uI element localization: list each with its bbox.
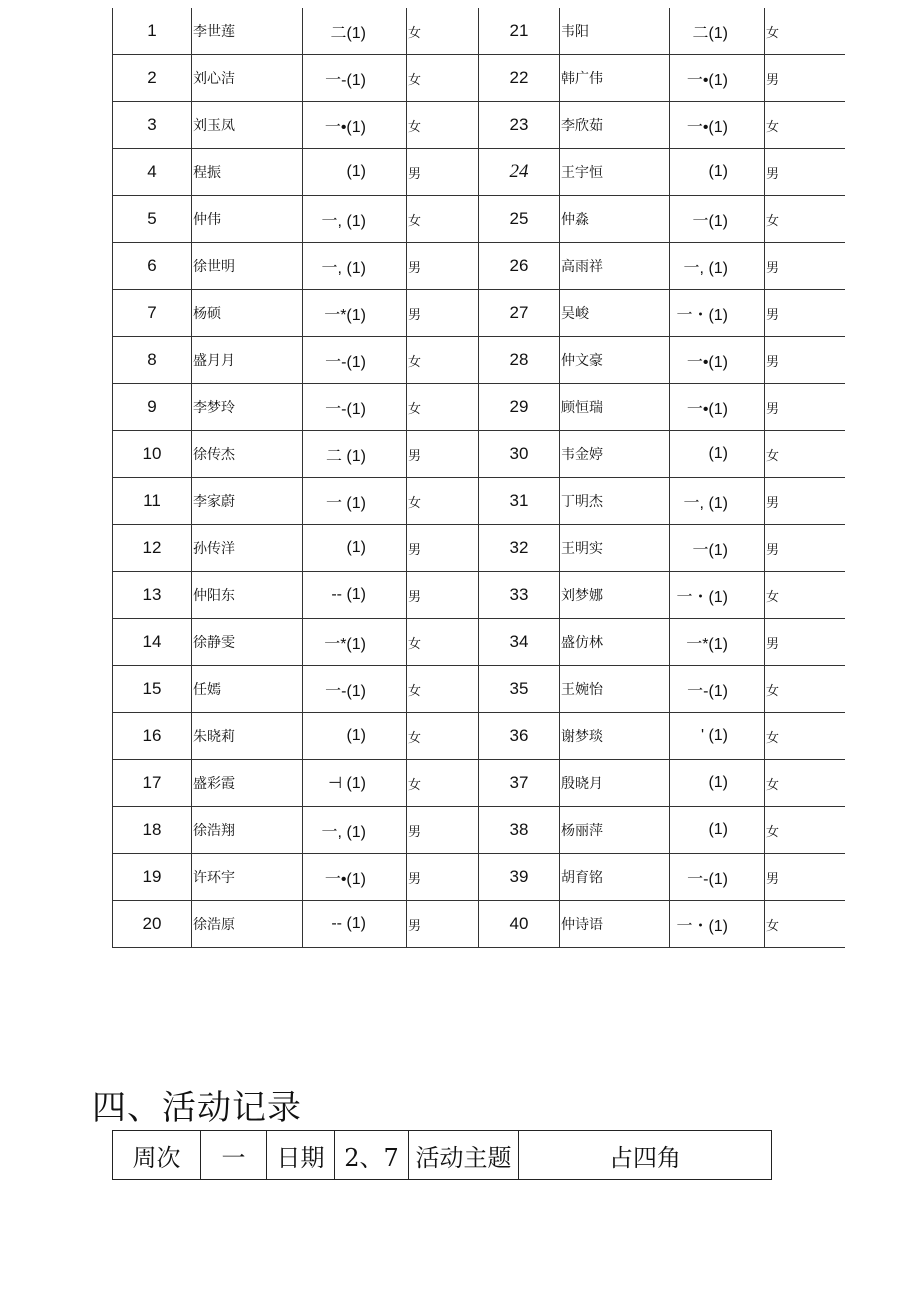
student-class: 二(1) — [670, 8, 765, 55]
student-name: 李世莲 — [192, 8, 303, 55]
student-name: 韦金婷 — [560, 431, 670, 478]
student-name: 韩广伟 — [560, 55, 670, 102]
student-number: 4 — [113, 149, 192, 196]
student-number: 24 — [479, 149, 560, 196]
roster-row — [113, 478, 845, 525]
student-class: 一•(1) — [303, 854, 407, 901]
student-gender: 女 — [407, 8, 479, 55]
student-class: 一-(1) — [303, 666, 407, 713]
student-gender: 女 — [765, 901, 845, 948]
activity-record-row — [113, 1131, 772, 1180]
student-number: 26 — [479, 243, 560, 290]
student-name: 徐传杰 — [192, 431, 303, 478]
student-class: 一, (1) — [303, 807, 407, 854]
student-name: 盛彩霞 — [192, 760, 303, 807]
student-gender: 男 — [407, 243, 479, 290]
student-number: 32 — [479, 525, 560, 572]
student-name: 谢梦琰 — [560, 713, 670, 760]
student-class: -- (1) — [303, 901, 407, 948]
student-gender: 男 — [765, 619, 845, 666]
roster-row — [113, 525, 845, 572]
student-gender: 男 — [407, 149, 479, 196]
student-number: 17 — [113, 760, 192, 807]
student-number: 27 — [479, 290, 560, 337]
student-number: 20 — [113, 901, 192, 948]
student-number: 28 — [479, 337, 560, 384]
student-number: 11 — [113, 478, 192, 525]
student-class: 一(1) — [670, 525, 765, 572]
student-name: 刘梦娜 — [560, 572, 670, 619]
student-class: (1) — [670, 149, 765, 196]
student-number: 10 — [113, 431, 192, 478]
student-number: 6 — [113, 243, 192, 290]
student-number: 1 — [113, 8, 192, 55]
student-class: 一, (1) — [670, 478, 765, 525]
student-number: 25 — [479, 196, 560, 243]
roster-row — [113, 760, 845, 807]
student-gender: 女 — [765, 713, 845, 760]
student-class: ' (1) — [670, 713, 765, 760]
student-number: 29 — [479, 384, 560, 431]
student-gender: 女 — [407, 713, 479, 760]
theme-label: 活动主题 — [409, 1131, 519, 1180]
student-class: 二 (1) — [303, 431, 407, 478]
student-gender: 女 — [765, 666, 845, 713]
student-gender: 女 — [765, 102, 845, 149]
student-number: 22 — [479, 55, 560, 102]
student-class: (1) — [303, 713, 407, 760]
student-number: 3 — [113, 102, 192, 149]
week-value: 一 — [201, 1131, 267, 1180]
student-name: 杨丽萍 — [560, 807, 670, 854]
roster-row — [113, 290, 845, 337]
student-roster-table — [112, 8, 845, 948]
student-name: 徐浩翔 — [192, 807, 303, 854]
student-class: 一*(1) — [303, 619, 407, 666]
student-number: 15 — [113, 666, 192, 713]
student-name: 徐浩原 — [192, 901, 303, 948]
student-number: 8 — [113, 337, 192, 384]
student-gender: 女 — [407, 478, 479, 525]
student-gender: 女 — [407, 619, 479, 666]
student-gender: 男 — [407, 290, 479, 337]
student-name: 徐静雯 — [192, 619, 303, 666]
roster-row — [113, 807, 845, 854]
roster-row — [113, 55, 845, 102]
student-gender: 男 — [765, 854, 845, 901]
student-number: 2 — [113, 55, 192, 102]
roster-row — [113, 102, 845, 149]
student-class: 一, (1) — [670, 243, 765, 290]
student-number: 35 — [479, 666, 560, 713]
roster-row — [113, 384, 845, 431]
student-number: 23 — [479, 102, 560, 149]
student-gender: 男 — [765, 384, 845, 431]
student-class: (1) — [670, 760, 765, 807]
student-name: 殷晓月 — [560, 760, 670, 807]
student-gender: 男 — [407, 431, 479, 478]
roster-row — [113, 337, 845, 384]
student-gender: 女 — [765, 431, 845, 478]
student-class: 一・(1) — [670, 572, 765, 619]
student-class: 二(1) — [303, 8, 407, 55]
student-gender: 女 — [765, 807, 845, 854]
student-name: 盛月月 — [192, 337, 303, 384]
roster-row — [113, 8, 845, 55]
student-number: 38 — [479, 807, 560, 854]
student-number: 9 — [113, 384, 192, 431]
date-label: 日期 — [267, 1131, 335, 1180]
student-gender: 女 — [765, 196, 845, 243]
student-name: 仲阳东 — [192, 572, 303, 619]
student-class: 一•(1) — [670, 337, 765, 384]
section-title: 四、活动记录 — [92, 1088, 302, 1128]
student-name: 王婉怡 — [560, 666, 670, 713]
roster-body — [113, 8, 845, 948]
student-number: 5 — [113, 196, 192, 243]
student-class: 一-(1) — [303, 384, 407, 431]
student-name: 韦阳 — [560, 8, 670, 55]
student-class: (1) — [670, 431, 765, 478]
student-class: -- (1) — [303, 572, 407, 619]
student-gender: 女 — [407, 666, 479, 713]
student-gender: 女 — [407, 337, 479, 384]
student-gender: 女 — [765, 572, 845, 619]
student-name: 任嫣 — [192, 666, 303, 713]
student-gender: 女 — [407, 55, 479, 102]
student-class: 一•(1) — [670, 102, 765, 149]
student-name: 仲文豪 — [560, 337, 670, 384]
student-class: 一・(1) — [670, 901, 765, 948]
student-name: 许环宇 — [192, 854, 303, 901]
student-gender: 男 — [407, 901, 479, 948]
roster-row — [113, 619, 845, 666]
student-number: 31 — [479, 478, 560, 525]
theme-value: 占四角 — [519, 1131, 772, 1180]
student-gender: 女 — [765, 8, 845, 55]
student-name: 李欣茹 — [560, 102, 670, 149]
student-number: 33 — [479, 572, 560, 619]
student-name: 胡育铭 — [560, 854, 670, 901]
student-name: 程振 — [192, 149, 303, 196]
student-gender: 男 — [765, 290, 845, 337]
student-gender: 女 — [765, 760, 845, 807]
student-name: 王明实 — [560, 525, 670, 572]
roster-row — [113, 666, 845, 713]
student-class: 一-(1) — [670, 666, 765, 713]
student-class: 一•(1) — [670, 55, 765, 102]
student-number: 7 — [113, 290, 192, 337]
student-gender: 男 — [765, 149, 845, 196]
student-number: 40 — [479, 901, 560, 948]
student-number: 14 — [113, 619, 192, 666]
student-class: 一, (1) — [303, 243, 407, 290]
student-name: 顾恒瑞 — [560, 384, 670, 431]
student-class: 一*(1) — [670, 619, 765, 666]
student-number: 36 — [479, 713, 560, 760]
week-label: 周次 — [113, 1131, 201, 1180]
student-gender: 男 — [765, 337, 845, 384]
student-name: 高雨祥 — [560, 243, 670, 290]
student-number: 39 — [479, 854, 560, 901]
student-gender: 男 — [765, 525, 845, 572]
student-name: 仲伟 — [192, 196, 303, 243]
student-name: 刘玉凤 — [192, 102, 303, 149]
student-name: 杨硕 — [192, 290, 303, 337]
student-gender: 男 — [407, 525, 479, 572]
student-class: ⊣ (1) — [303, 760, 407, 807]
activity-record-table — [112, 1130, 772, 1180]
student-class: (1) — [670, 807, 765, 854]
roster-row — [113, 901, 845, 948]
student-name: 李梦玲 — [192, 384, 303, 431]
student-name: 徐世明 — [192, 243, 303, 290]
student-class: 一, (1) — [303, 196, 407, 243]
roster-row — [113, 149, 845, 196]
student-gender: 女 — [407, 196, 479, 243]
student-name: 仲淼 — [560, 196, 670, 243]
roster-row — [113, 572, 845, 619]
student-number: 19 — [113, 854, 192, 901]
student-number: 18 — [113, 807, 192, 854]
student-gender: 男 — [765, 243, 845, 290]
student-class: 一・(1) — [670, 290, 765, 337]
roster-row — [113, 431, 845, 478]
student-class: 一•(1) — [670, 384, 765, 431]
student-name: 吴峻 — [560, 290, 670, 337]
student-class: 一(1) — [670, 196, 765, 243]
roster-row — [113, 713, 845, 760]
student-name: 孙传洋 — [192, 525, 303, 572]
student-class: 一-(1) — [303, 55, 407, 102]
student-number: 30 — [479, 431, 560, 478]
student-class: 一*(1) — [303, 290, 407, 337]
student-name: 刘心洁 — [192, 55, 303, 102]
student-gender: 男 — [407, 854, 479, 901]
student-class: 一•(1) — [303, 102, 407, 149]
student-gender: 女 — [407, 102, 479, 149]
student-name: 王宇恒 — [560, 149, 670, 196]
student-number: 37 — [479, 760, 560, 807]
student-name: 朱晓莉 — [192, 713, 303, 760]
student-gender: 男 — [407, 572, 479, 619]
student-gender: 男 — [765, 55, 845, 102]
student-number: 21 — [479, 8, 560, 55]
student-gender: 女 — [407, 384, 479, 431]
student-name: 盛仿林 — [560, 619, 670, 666]
roster-row — [113, 243, 845, 290]
student-gender: 女 — [407, 760, 479, 807]
student-name: 仲诗语 — [560, 901, 670, 948]
student-gender: 男 — [765, 478, 845, 525]
student-number: 13 — [113, 572, 192, 619]
roster-row — [113, 854, 845, 901]
date-value: 2、7 — [335, 1131, 409, 1180]
student-name: 李家蔚 — [192, 478, 303, 525]
student-class: (1) — [303, 149, 407, 196]
student-number: 16 — [113, 713, 192, 760]
roster-row — [113, 196, 845, 243]
student-name: 丁明杰 — [560, 478, 670, 525]
student-class: 一 (1) — [303, 478, 407, 525]
student-class: 一-(1) — [303, 337, 407, 384]
student-number: 12 — [113, 525, 192, 572]
student-number: 34 — [479, 619, 560, 666]
student-gender: 男 — [407, 807, 479, 854]
student-class: (1) — [303, 525, 407, 572]
student-class: 一-(1) — [670, 854, 765, 901]
